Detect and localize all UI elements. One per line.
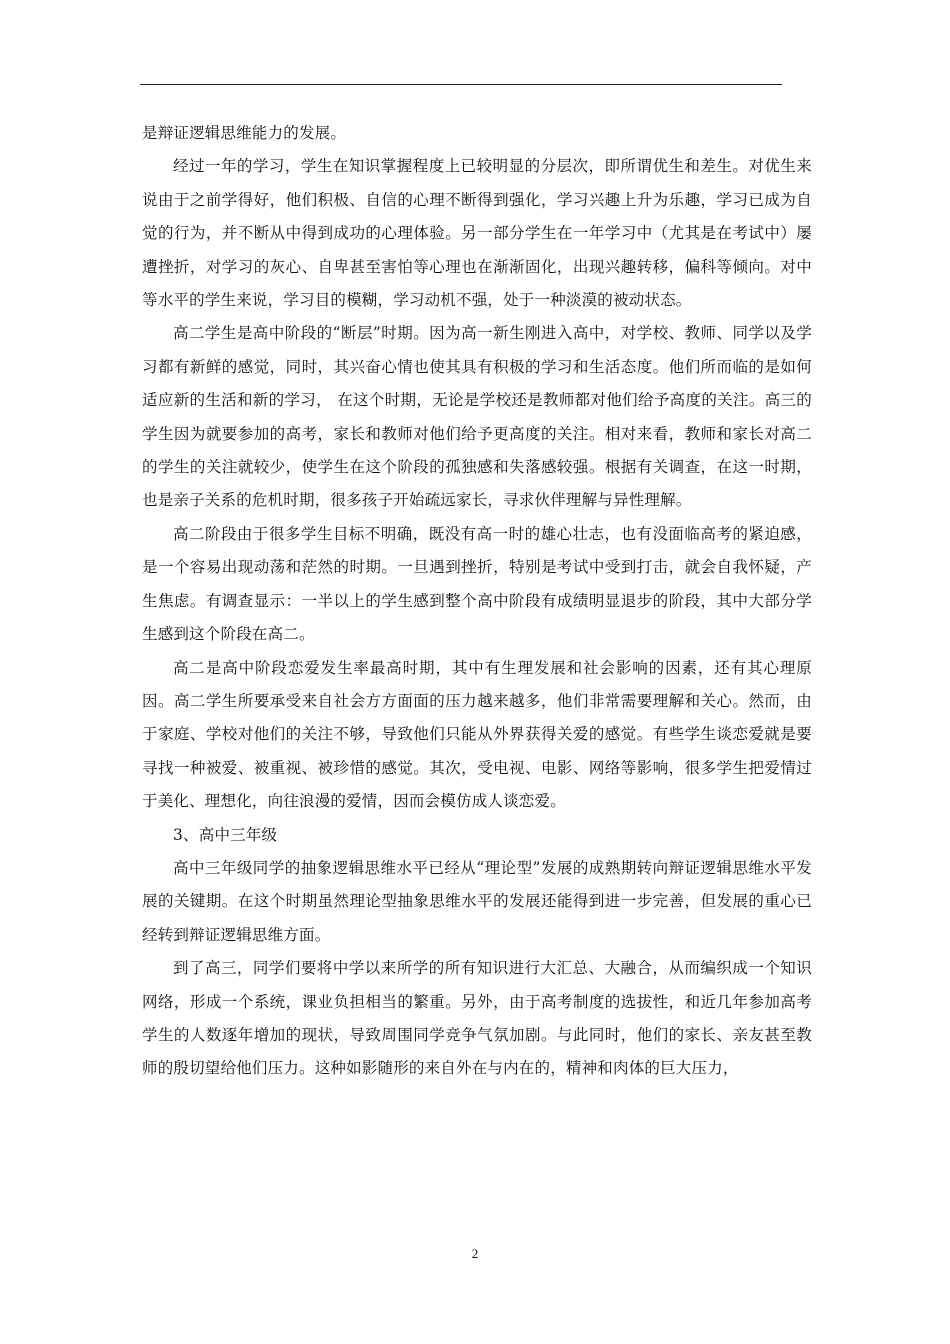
section-heading: 3、高中三年级 (173, 825, 278, 844)
paragraph: 高中三年级同学的抽象逻辑思维水平已经从“理论型”发展的成熟期转向辩证逻辑思维水平发展的关键期。在这个时期虽然理论型抽象思维水平的发展还能得到进一步完善，但发展的重心已经转到辩证逻辑思维方面。 (142, 858, 812, 944)
body-text (142, 117, 812, 1086)
paragraph: 高二学生是高中阶段的“断层”时期。因为高一新生刚进入高中，对学校、教师、同学以及学习都有新鲜的感觉，同时，其兴奋心情也使其具有积极的学习和生活态度。他们所而临的是如何适应新的生活和新的学习， 在这个时期，无论是学校还是教师都对他们给予高度的关注。高三的学生因为就要参加的高考，家长和教师对他们给予更高度的关注。相对来看，教师和家长对高二的学生的关注就较少，使学生在这个阶段的孤独感和失落感较强。根据有关调查，在这一时期，也是亲子关系的危机时期，很多孩子开始疏远家长，寻求伙伴理解与异性理解。 (142, 324, 812, 510)
paragraph: 是辩证逻辑思维能力的发展。 (142, 124, 347, 142)
paragraph: 高二阶段由于很多学生目标不明确，既没有高一时的雄心壮志，也有没面临高考的紧迫感，是一个容易出现动荡和茫然的时期。一旦遇到挫折，特别是考试中受到打击，就会自我怀疑，产生焦虑。有调查显示：一半以上的学生感到整个高中阶段有成绩明显退步的阶段，其中大部分学生感到这个阶段在高二。 (142, 524, 812, 644)
header-rule (140, 84, 782, 85)
paragraph: 到了高三，同学们要将中学以来所学的所有知识进行大汇总、大融合，从而编织成一个知识网络，形成一个系统，课业负担相当的繁重。另外，由于高考制度的选拔性，和近几年参加高考学生的人数逐年增加的现状，导致周围同学竞争气氛加剧。与此同时，他们的家长、亲友甚至教师的殷切望给他们压力。这种如影随形的来自外在与内在的，精神和肉体的巨大压力， (142, 959, 812, 1078)
paragraph: 经过一年的学习，学生在知识掌握程度上已较明显的分层次，即所谓优生和差生。对优生来说由于之前学得好，他们积极、自信的心理不断得到强化，学习兴趣上升为乐趣，学习已成为自觉的行为，并不断从中得到成功的心理体验。另一部分学生在一年学习中（尤其是在考试中）屡遭挫折，对学习的灰心、自卑甚至害怕等心理也在渐渐固化，出现兴趣转移，偏科等倾向。对中等水平的学生来说，学习目的模糊，学习动机不强，处于一种淡漠的被动状态。 (142, 157, 812, 310)
paragraph: 高二是高中阶段恋爱发生率最高时期，其中有生理发展和社会影响的因素，还有其心理原因。高二学生所要承受来自社会方方面面的压力越来越多，他们非常需要理解和关心。然而，由于家庭、学校对他们的关注不够，导致他们只能从外界获得关爱的感觉。有些学生谈恋爱就是要寻找一种被爱、被重视、被珍惜的感觉。其次，受电视、电影、网络等影响，很多学生把爱情过于美化、理想化，向往浪漫的爱情，因而会模仿成人谈恋爱。 (142, 658, 812, 811)
page-number: 2 (471, 1246, 479, 1261)
